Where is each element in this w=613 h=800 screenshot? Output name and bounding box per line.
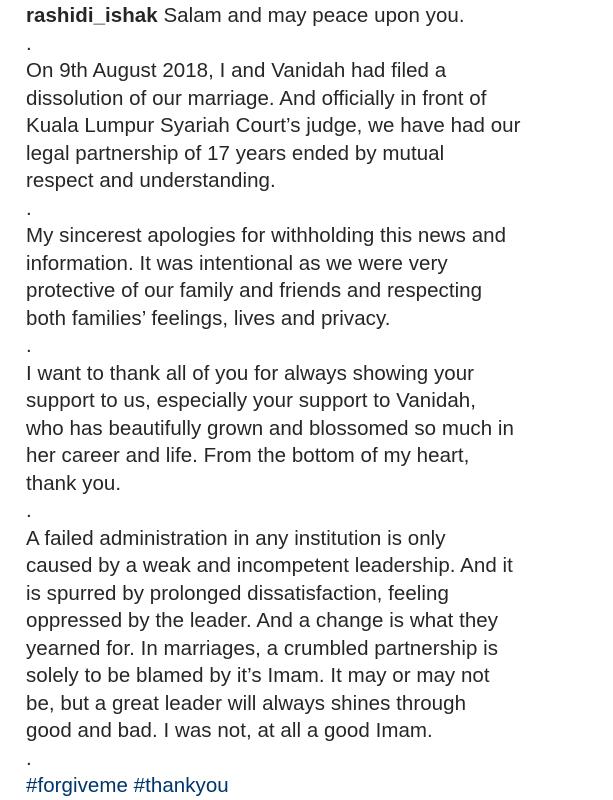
paragraph-line: both families’ feelings, lives and privacy. <box>26 306 391 330</box>
paragraph-line: protective of our family and friends and respecting <box>26 279 483 302</box>
paragraph-line: legal partnership of 17 years ended by mutual <box>26 141 445 165</box>
paragraph-line: who has beautifully grown and blossomed so much in <box>26 416 514 440</box>
paragraph-line: I want to thank all of you for always showing your <box>26 361 475 385</box>
separator-dot: . <box>26 499 32 522</box>
paragraph-line: is spurred by prolonged dissatisfaction, feeling <box>26 581 449 605</box>
paragraph-line: A failed administration in any institution is only <box>26 526 446 550</box>
paragraph-2 <box>26 222 606 332</box>
paragraph-line: dissolution of our marriage. And officially in front of <box>26 86 487 110</box>
paragraph-3 <box>26 360 606 498</box>
paragraph-line: My sincerest apologies for withholding this news and <box>26 224 507 247</box>
paragraph-line: be, but a great leader will always shines through <box>26 691 467 715</box>
paragraph-line: On 9th August 2018, I and Vanidah had filed a <box>26 59 447 82</box>
paragraph-4 <box>26 525 606 745</box>
greeting-text: Salam and may peace upon you. <box>163 4 465 27</box>
paragraph-line: solely to be blamed by it’s Imam. It may or may not <box>26 664 490 687</box>
paragraph-1 <box>26 57 606 195</box>
post-caption <box>26 0 606 800</box>
paragraph-line: thank you. <box>26 471 122 495</box>
separator-dot: . <box>26 31 32 55</box>
paragraph-line: her career and life. From the bottom of my heart, <box>26 444 470 467</box>
caption-first-line <box>26 0 606 30</box>
separator-dot: . <box>26 746 32 770</box>
paragraph-line: good and bad. I was not, at all a good Imam. <box>26 719 433 742</box>
paragraph-line: Kuala Lumpur Syariah Court’s judge, we have had our <box>26 114 521 137</box>
paragraph-line: support to us, especially your support to Vanidah, <box>26 389 476 412</box>
separator-dot: . <box>26 334 32 357</box>
paragraph-line: respect and understanding. <box>26 169 276 192</box>
hashtag-forgiveme[interactable]: #forgiveme <box>26 774 128 797</box>
separator-dot: . <box>26 196 32 220</box>
username-link[interactable]: rashidi_ishak <box>26 4 158 27</box>
paragraph-line: information. It was intentional as we were very <box>26 251 448 275</box>
paragraph-line: caused by a weak and incompetent leadership. And it <box>26 554 513 577</box>
paragraph-line: oppressed by the leader. And a change is what they <box>26 609 499 632</box>
paragraph-line: yearned for. In marriages, a crumbled partnership is <box>26 636 499 660</box>
hashtag-list <box>26 772 606 800</box>
hashtag-thankyou[interactable]: #thankyou <box>133 774 229 797</box>
